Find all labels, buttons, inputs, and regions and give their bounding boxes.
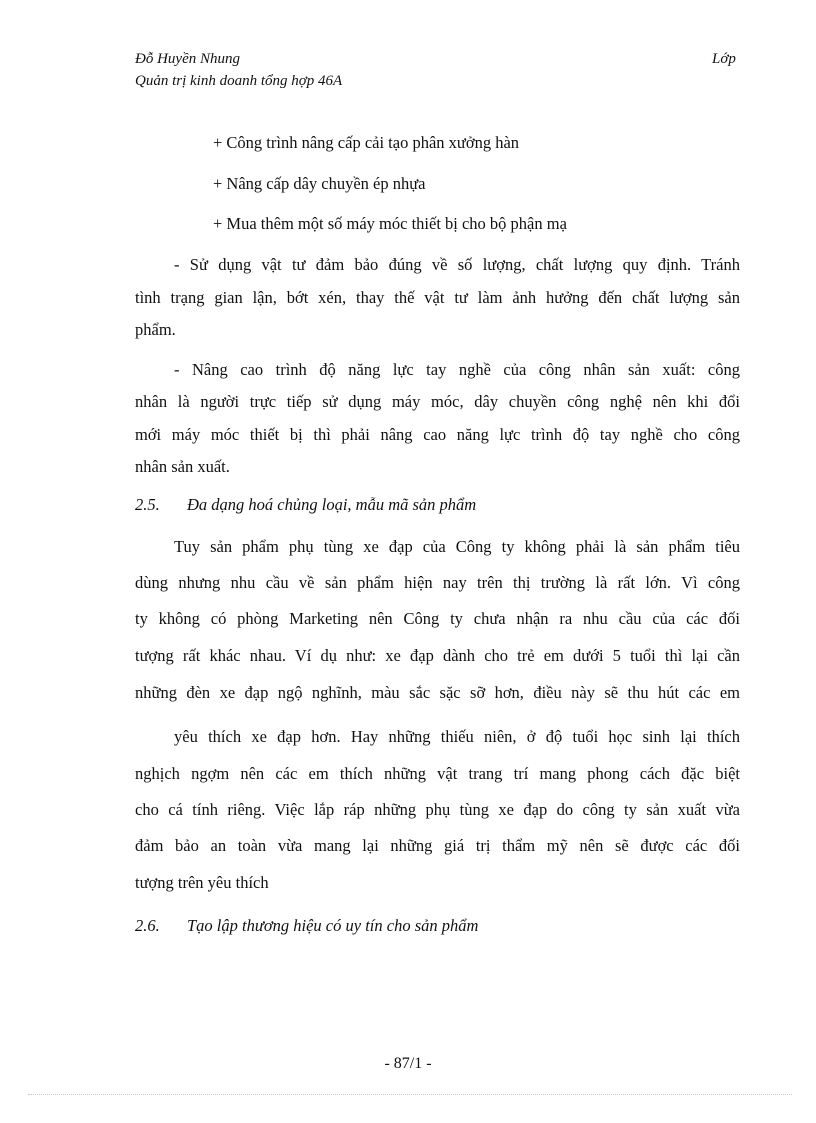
text-line: nhân sản xuất. [135,457,230,476]
text-line: nghịch ngợm nên các em thích những vật trang trí mang phong cách đặc biệt [135,764,740,783]
text-line: tượng trên yêu thích [135,873,269,892]
section-title: Tạo lập thương hiệu có uy tín cho sản phẩm [187,916,479,935]
section-heading-2-5 [135,495,476,515]
section-number: 2.5. [135,495,160,514]
bullet-item: + Nâng cấp dây chuyền ép nhựa [213,174,426,193]
page-number: - 87/1 - [384,1055,432,1072]
text-line: - Sử dụng vật tư đảm bảo đúng về số lượng, chất lượng quy định. Tránh [174,255,740,274]
page-bottom-divider [28,1094,792,1095]
section-title: Đa dạng hoá chủng loại, mẫu mã sản phẩm [187,495,477,514]
section-number: 2.6. [135,916,160,935]
text-line: mới máy móc thiết bị thì phải nâng cao năng lực trình độ tay nghề cho công [135,425,740,444]
page-header-left [135,48,342,92]
text-line: dùng nhưng nhu cầu về sản phẩm hiện nay trên thị trường là rất lớn. Vì công [135,573,740,592]
bullet-item: + Mua thêm một số máy móc thiết bị cho bộ phận mạ [213,214,567,233]
text-line: Tuy sản phẩm phụ tùng xe đạp của Công ty không phải là sản phẩm tiêu [174,537,740,556]
text-line: ty không có phòng Marketing nên Công ty chưa nhận ra nhu cầu của các đối [135,609,740,628]
text-line: tình trạng gian lận, bớt xén, thay thế vật tư làm ảnh hưởng đến chất lượng sản [135,288,740,307]
text-line: - Nâng cao trình độ năng lực tay nghề của công nhân sản xuất: công [174,360,740,379]
course-name: Quản trị kinh doanh tổng hợp 46A [135,73,343,89]
text-line: cho cá tính riêng. Việc lắp ráp những phụ tùng xe đạp do công ty sản xuất vừa [135,800,740,819]
text-line: yêu thích xe đạp hơn. Hay những thiếu niên, ở độ tuổi học sinh lại thích [174,727,740,746]
text-line: những đèn xe đạp ngộ nghĩnh, màu sắc sặc sỡ hơn, điều này sẽ thu hút các em [135,683,740,702]
section-heading-2-6 [135,916,478,936]
author-name: Đỗ Huyền Nhung [135,51,240,67]
text-line: nhân là người trực tiếp sử dụng máy móc, dây chuyền công nghệ nên khi đổi [135,392,740,411]
bullet-item: + Công trình nâng cấp cải tạo phân xưởng hàn [213,133,520,152]
text-line: phẩm. [135,320,176,339]
text-line: đảm bảo an toàn vừa mang lại những giá trị thẩm mỹ nên sẽ được các đối [135,836,740,855]
class-label: Lớp [712,51,736,67]
text-line: tượng rất khác nhau. Ví dụ như: xe đạp dành cho trẻ em dưới 5 tuổi thì lại cần [135,646,740,665]
